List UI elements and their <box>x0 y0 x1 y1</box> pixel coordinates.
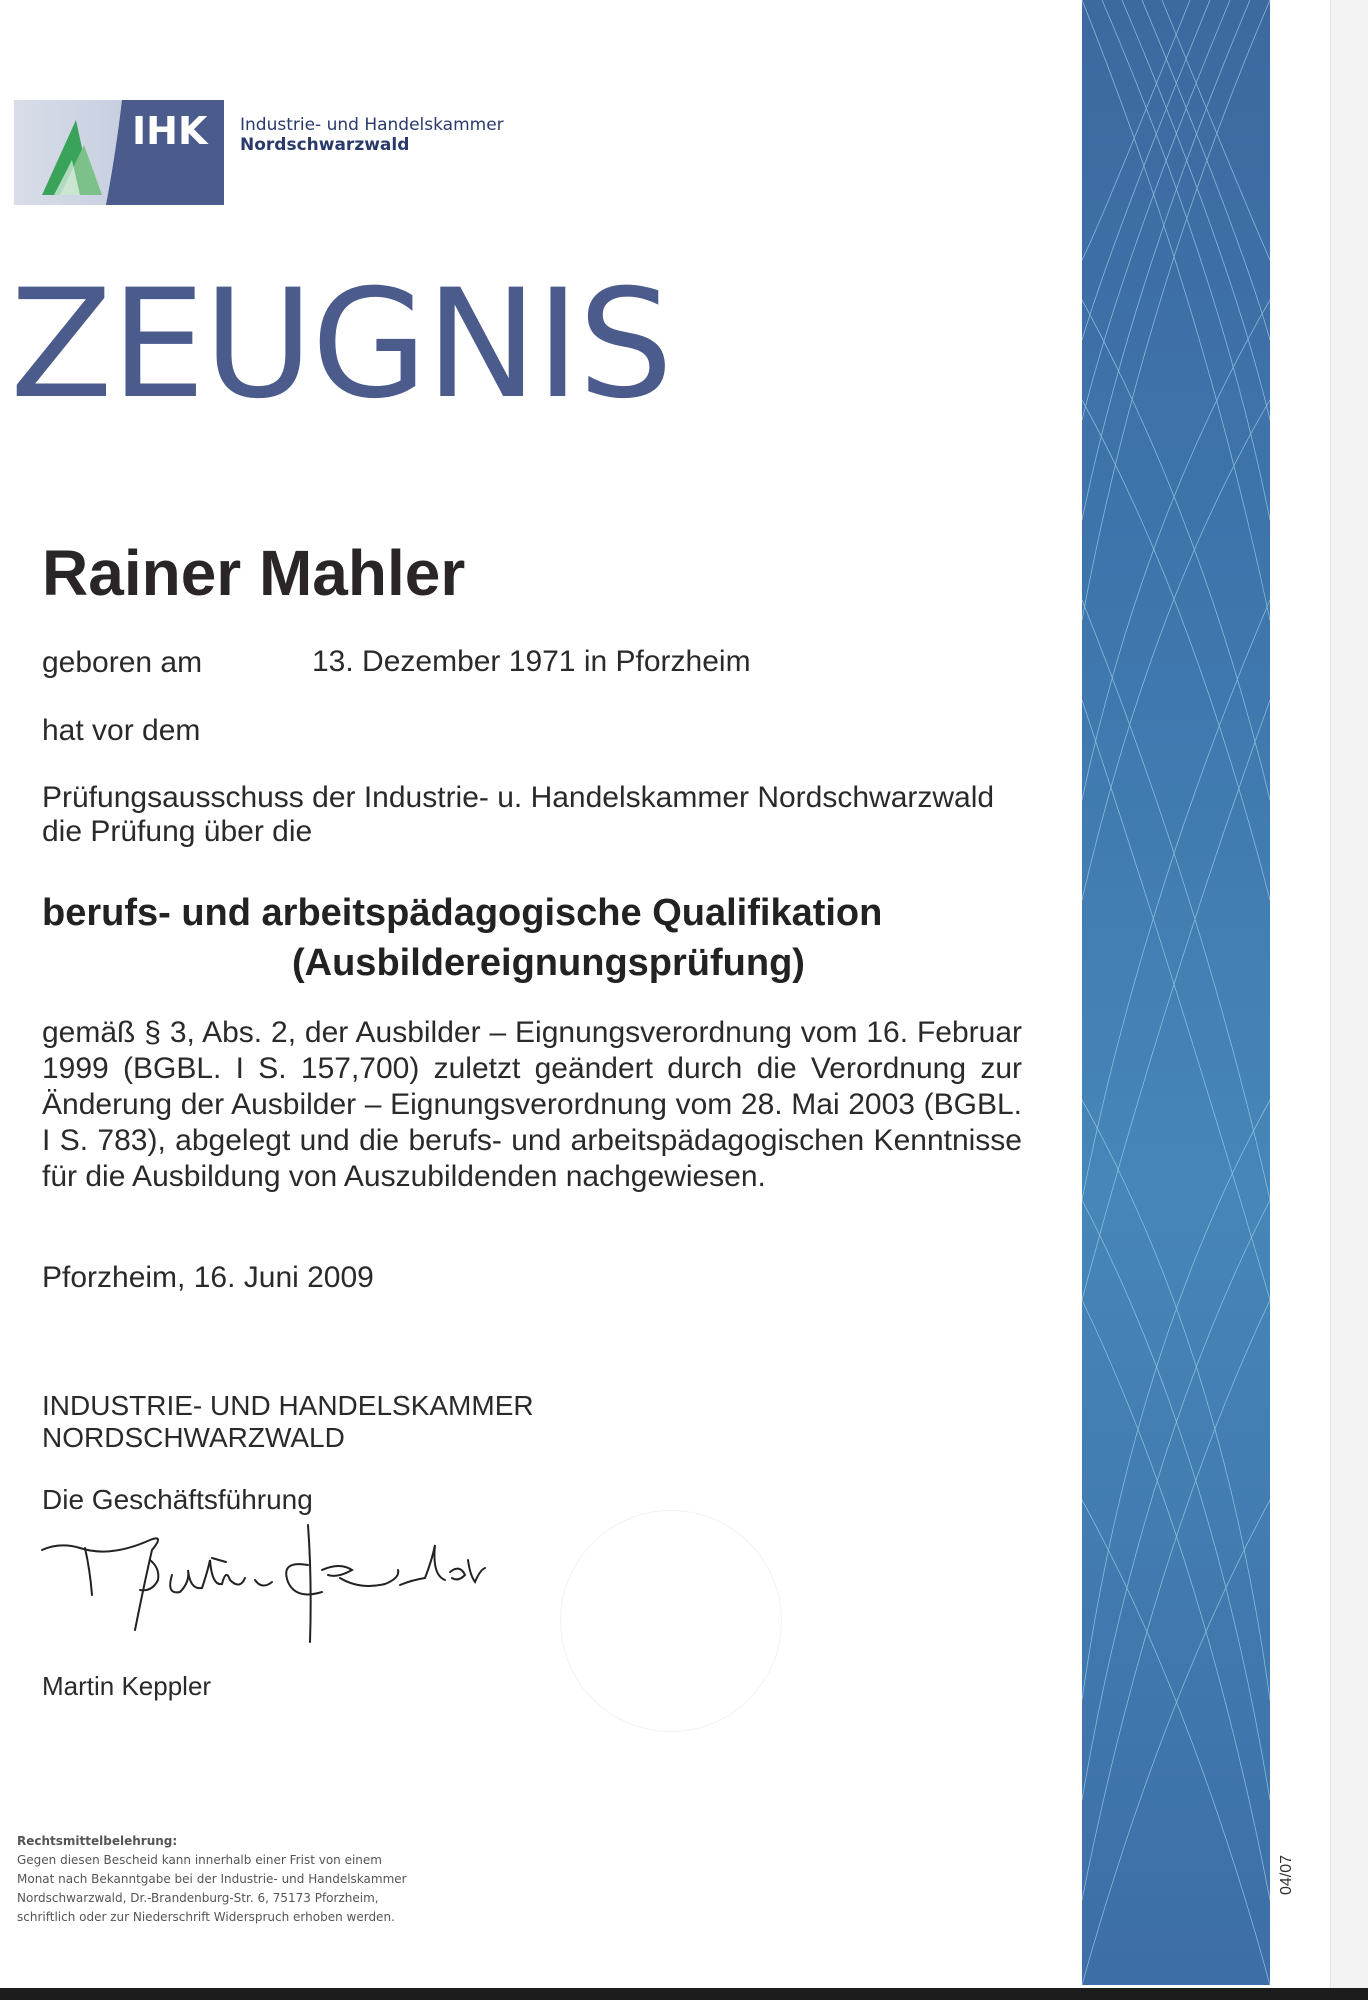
issuer-line-1: INDUSTRIE- UND HANDELSKAMMER <box>42 1390 534 1421</box>
place-date: Pforzheim, 16. Juni 2009 <box>42 1261 374 1294</box>
decorative-band <box>1082 0 1270 1985</box>
legal-basis-text: gemäß § 3, Abs. 2, der Ausbilder – Eignungsverordnung vom 16. Februar 1999 (BGBL. I S. 157,700) zuletzt geändert durch die Verordnung zur Änderung der Ausbilder – Eignungsverordnung vom 28. Mai 2003 (BGBL. I S. 783), abgelegt und die berufs- und arbeitspädagogischen Kenntnisse für die Ausbildung von Auszubildenden nachgewiesen. <box>42 1016 1022 1193</box>
signatory-name: Martin Keppler <box>42 1671 212 1701</box>
legal-notice-line-1: Gegen diesen Bescheid kann innerhalb einer Frist von einem <box>17 1853 382 1867</box>
legal-notice-line-2: Monat nach Bekanntgabe bei der Industrie- und Handelskammer <box>17 1872 407 1886</box>
form-code: 04/07 <box>1278 1854 1295 1895</box>
org-name <box>240 115 504 155</box>
recipient-name: Rainer Mahler <box>42 537 466 609</box>
org-line-1: Industrie- und Handelskammer <box>240 115 504 135</box>
committee-line-1: Prüfungsausschuss der Industrie- u. Handelskammer Nordschwarzwald <box>42 781 995 814</box>
legal-notice <box>17 1832 487 1927</box>
embossed-seal <box>560 1510 782 1732</box>
born-label: geboren am <box>42 646 203 679</box>
org-line-2: Nordschwarzwald <box>240 135 410 155</box>
committee-line-2: die Prüfung über die <box>42 815 313 848</box>
qualification-line-2: (Ausbildereignungsprüfung) <box>292 942 805 984</box>
legal-notice-heading: Rechtsmittelbelehrung: <box>17 1834 178 1848</box>
signature <box>40 1520 510 1645</box>
issuer-line-2: NORDSCHWARZWALD <box>42 1422 345 1453</box>
document-title: ZEUGNIS <box>10 258 672 432</box>
scan-bottom-edge <box>0 1988 1368 2000</box>
logo-text: IHK <box>132 109 208 153</box>
ihk-logo <box>14 100 224 205</box>
legal-notice-line-4: schriftlich oder zur Niederschrift Widerspruch erhoben werden. <box>17 1910 395 1924</box>
department: Die Geschäftsführung <box>42 1484 313 1515</box>
line-before: hat vor dem <box>42 714 201 747</box>
page-edge <box>1330 0 1368 1988</box>
qualification-line-1: berufs- und arbeitspädagogische Qualifikation <box>42 892 883 934</box>
qualification-title <box>42 888 1022 988</box>
legal-notice-line-3: Nordschwarzwald, Dr.-Brandenburg-Str. 6, 75173 Pforzheim, <box>17 1891 379 1905</box>
born-value: 13. Dezember 1971 in Pforzheim <box>312 645 751 678</box>
